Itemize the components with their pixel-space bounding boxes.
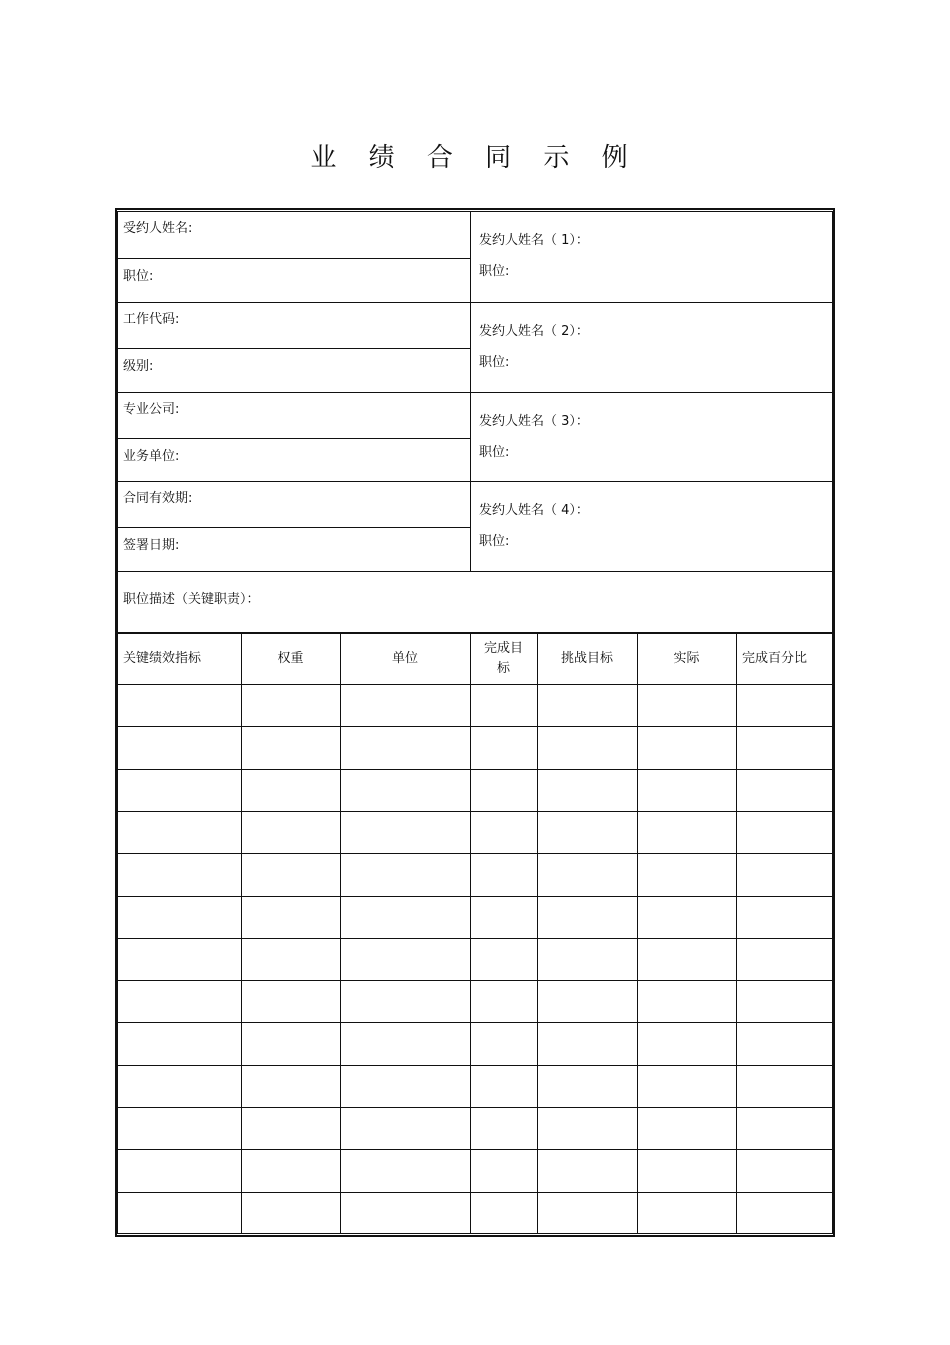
kpi-table-cell[interactable] (737, 981, 832, 1022)
kpi-table-cell[interactable] (638, 1108, 736, 1149)
kpi-table-cell[interactable] (638, 1150, 736, 1192)
applicant-name-label: 受约人姓名: (123, 221, 193, 236)
kpi-table-cell[interactable] (638, 727, 736, 769)
kpi-table-cell[interactable] (737, 897, 832, 938)
issuer-4-position-label: 职位: (479, 534, 510, 549)
kpi-table-cell[interactable] (538, 854, 637, 896)
kpi-table-cell[interactable] (471, 939, 537, 980)
kpi-table-cell[interactable] (737, 685, 832, 726)
kpi-table-cell[interactable] (638, 1023, 736, 1065)
professional-company-label: 专业公司: (123, 402, 180, 417)
kpi-table-cell[interactable] (118, 981, 241, 1022)
kpi-table-cell[interactable] (471, 770, 537, 811)
kpi-table-cell[interactable] (118, 1066, 241, 1107)
kpi-table-cell[interactable] (341, 770, 470, 811)
kpi-table-cell[interactable] (118, 727, 241, 769)
kpi-table-cell[interactable] (341, 981, 470, 1022)
kpi-table-cell[interactable] (118, 854, 241, 896)
grade-label: 级别: (123, 359, 154, 374)
kpi-table-cell[interactable] (242, 939, 340, 980)
kpi-header-challenge: 挑战目标 (560, 651, 613, 666)
kpi-table-cell[interactable] (638, 897, 736, 938)
kpi-table-cell[interactable] (638, 812, 736, 853)
group-separator (117, 481, 832, 482)
kpi-header-percentage: 完成百分比 (742, 651, 808, 666)
kpi-table-cell[interactable] (118, 812, 241, 853)
kpi-table-cell[interactable] (538, 1193, 637, 1234)
kpi-table-cell[interactable] (118, 897, 241, 938)
kpi-table-cell[interactable] (471, 981, 537, 1022)
kpi-table-cell[interactable] (118, 685, 241, 726)
left-row-separator (117, 258, 470, 259)
kpi-table-cell[interactable] (538, 727, 637, 769)
kpi-table-cell[interactable] (341, 1193, 470, 1234)
issuer-3-position-label: 职位: (479, 445, 510, 460)
kpi-table-cell[interactable] (538, 1023, 637, 1065)
left-row-separator (117, 438, 470, 439)
kpi-table-cell[interactable] (737, 939, 832, 980)
group-separator (117, 392, 832, 393)
kpi-table-cell[interactable] (242, 1108, 340, 1149)
business-unit-label: 业务单位: (123, 449, 180, 464)
kpi-table-cell[interactable] (341, 1023, 470, 1065)
issuer-1-name-label: 发约人姓名（ 1）： (479, 233, 589, 248)
kpi-table-cell[interactable] (538, 770, 637, 811)
kpi-table-cell[interactable] (737, 812, 832, 853)
kpi-table-cell[interactable] (471, 812, 537, 853)
kpi-table-cell[interactable] (341, 812, 470, 853)
kpi-table-cell[interactable] (471, 1023, 537, 1065)
kpi-table-cell[interactable] (638, 939, 736, 980)
kpi-table-cell[interactable] (118, 1023, 241, 1065)
kpi-table-cell[interactable] (737, 1150, 832, 1192)
kpi-table-cell[interactable] (638, 770, 736, 811)
applicant-position-label: 职位: (123, 269, 154, 284)
kpi-table-cell[interactable] (638, 854, 736, 896)
kpi-header-actual: 实际 (673, 651, 700, 666)
issuer-4-name-label: 发约人姓名（ 4）： (479, 503, 589, 518)
kpi-table-cell[interactable] (471, 1193, 537, 1234)
kpi-table-cell[interactable] (341, 685, 470, 726)
kpi-table-cell[interactable] (118, 1108, 241, 1149)
kpi-table-cell[interactable] (242, 685, 340, 726)
kpi-table-cell[interactable] (737, 727, 832, 769)
kpi-table-cell[interactable] (737, 1023, 832, 1065)
kpi-table-cell[interactable] (242, 854, 340, 896)
issuer-1-position-label: 职位: (479, 264, 510, 279)
kpi-table-cell[interactable] (242, 897, 340, 938)
frame-inner-top (117, 211, 833, 212)
left-row-separator (117, 527, 470, 528)
kpi-table-cell[interactable] (737, 1193, 832, 1234)
kpi-table-cell[interactable] (471, 1066, 537, 1107)
kpi-table-cell[interactable] (242, 981, 340, 1022)
job-code-label: 工作代码: (123, 312, 180, 327)
kpi-header-target (470, 634, 537, 684)
kpi-table-cell[interactable] (242, 1066, 340, 1107)
kpi-table-cell[interactable] (242, 1150, 340, 1192)
issuer-3-name-label: 发约人姓名（ 3）： (479, 414, 589, 429)
kpi-table-cell[interactable] (538, 1066, 637, 1107)
kpi-table-cell[interactable] (538, 812, 637, 853)
kpi-table-cell[interactable] (538, 981, 637, 1022)
kpi-table-cell[interactable] (341, 854, 470, 896)
info-bottom-line (117, 571, 832, 572)
kpi-table-cell[interactable] (242, 727, 340, 769)
kpi-table-cell[interactable] (341, 897, 470, 938)
kpi-table-cell[interactable] (538, 685, 637, 726)
kpi-table-cell[interactable] (538, 939, 637, 980)
kpi-table-cell[interactable] (341, 1066, 470, 1107)
kpi-table-cell[interactable] (638, 981, 736, 1022)
kpi-table-cell[interactable] (737, 770, 832, 811)
kpi-table-cell[interactable] (471, 685, 537, 726)
kpi-table-cell[interactable] (737, 1066, 832, 1107)
kpi-table-cell[interactable] (341, 1108, 470, 1149)
issuer-2-name-label: 发约人姓名（ 2）： (479, 324, 589, 339)
kpi-table-cell[interactable] (341, 939, 470, 980)
kpi-table-cell[interactable] (341, 727, 470, 769)
kpi-table-cell[interactable] (118, 770, 241, 811)
kpi-header-indicator: 关键绩效指标 (123, 651, 202, 666)
kpi-table-cell[interactable] (118, 1193, 241, 1234)
kpi-table-cell[interactable] (471, 854, 537, 896)
kpi-table-cell[interactable] (538, 897, 637, 938)
kpi-table-cell[interactable] (242, 1193, 340, 1234)
group-separator (117, 302, 832, 303)
kpi-table-cell[interactable] (242, 812, 340, 853)
kpi-header-weight: 权重 (277, 651, 304, 666)
left-row-separator (117, 348, 470, 349)
kpi-table-cell[interactable] (341, 1150, 470, 1192)
kpi-table-cell[interactable] (638, 1066, 736, 1107)
kpi-table-cell[interactable] (638, 1193, 736, 1234)
kpi-table-cell[interactable] (471, 1150, 537, 1192)
info-divider (470, 211, 471, 571)
kpi-table-cell[interactable] (118, 1150, 241, 1192)
kpi-table-cell[interactable] (638, 685, 736, 726)
kpi-table-cell[interactable] (242, 1023, 340, 1065)
job-description-label: 职位描述（关键职责）： (123, 592, 260, 607)
page-title: 业 绩 合 同 示 例 (310, 143, 640, 173)
signing-date-label: 签署日期: (123, 538, 180, 553)
frame-inner-right (832, 211, 833, 1234)
issuer-2-position-label: 职位: (479, 355, 510, 370)
kpi-table-cell[interactable] (538, 1150, 637, 1192)
kpi-table-cell[interactable] (737, 854, 832, 896)
kpi-table-cell[interactable] (538, 1108, 637, 1149)
kpi-table-cell[interactable] (471, 727, 537, 769)
kpi-table-cell[interactable] (242, 770, 340, 811)
kpi-table-cell[interactable] (737, 1108, 832, 1149)
kpi-table-cell[interactable] (118, 939, 241, 980)
contract-period-label: 合同有效期: (123, 491, 193, 506)
kpi-header-unit: 单位 (391, 651, 418, 666)
kpi-header-target-text: 完成目标 (483, 641, 523, 676)
kpi-table-cell[interactable] (471, 1108, 537, 1149)
kpi-table-cell[interactable] (471, 897, 537, 938)
